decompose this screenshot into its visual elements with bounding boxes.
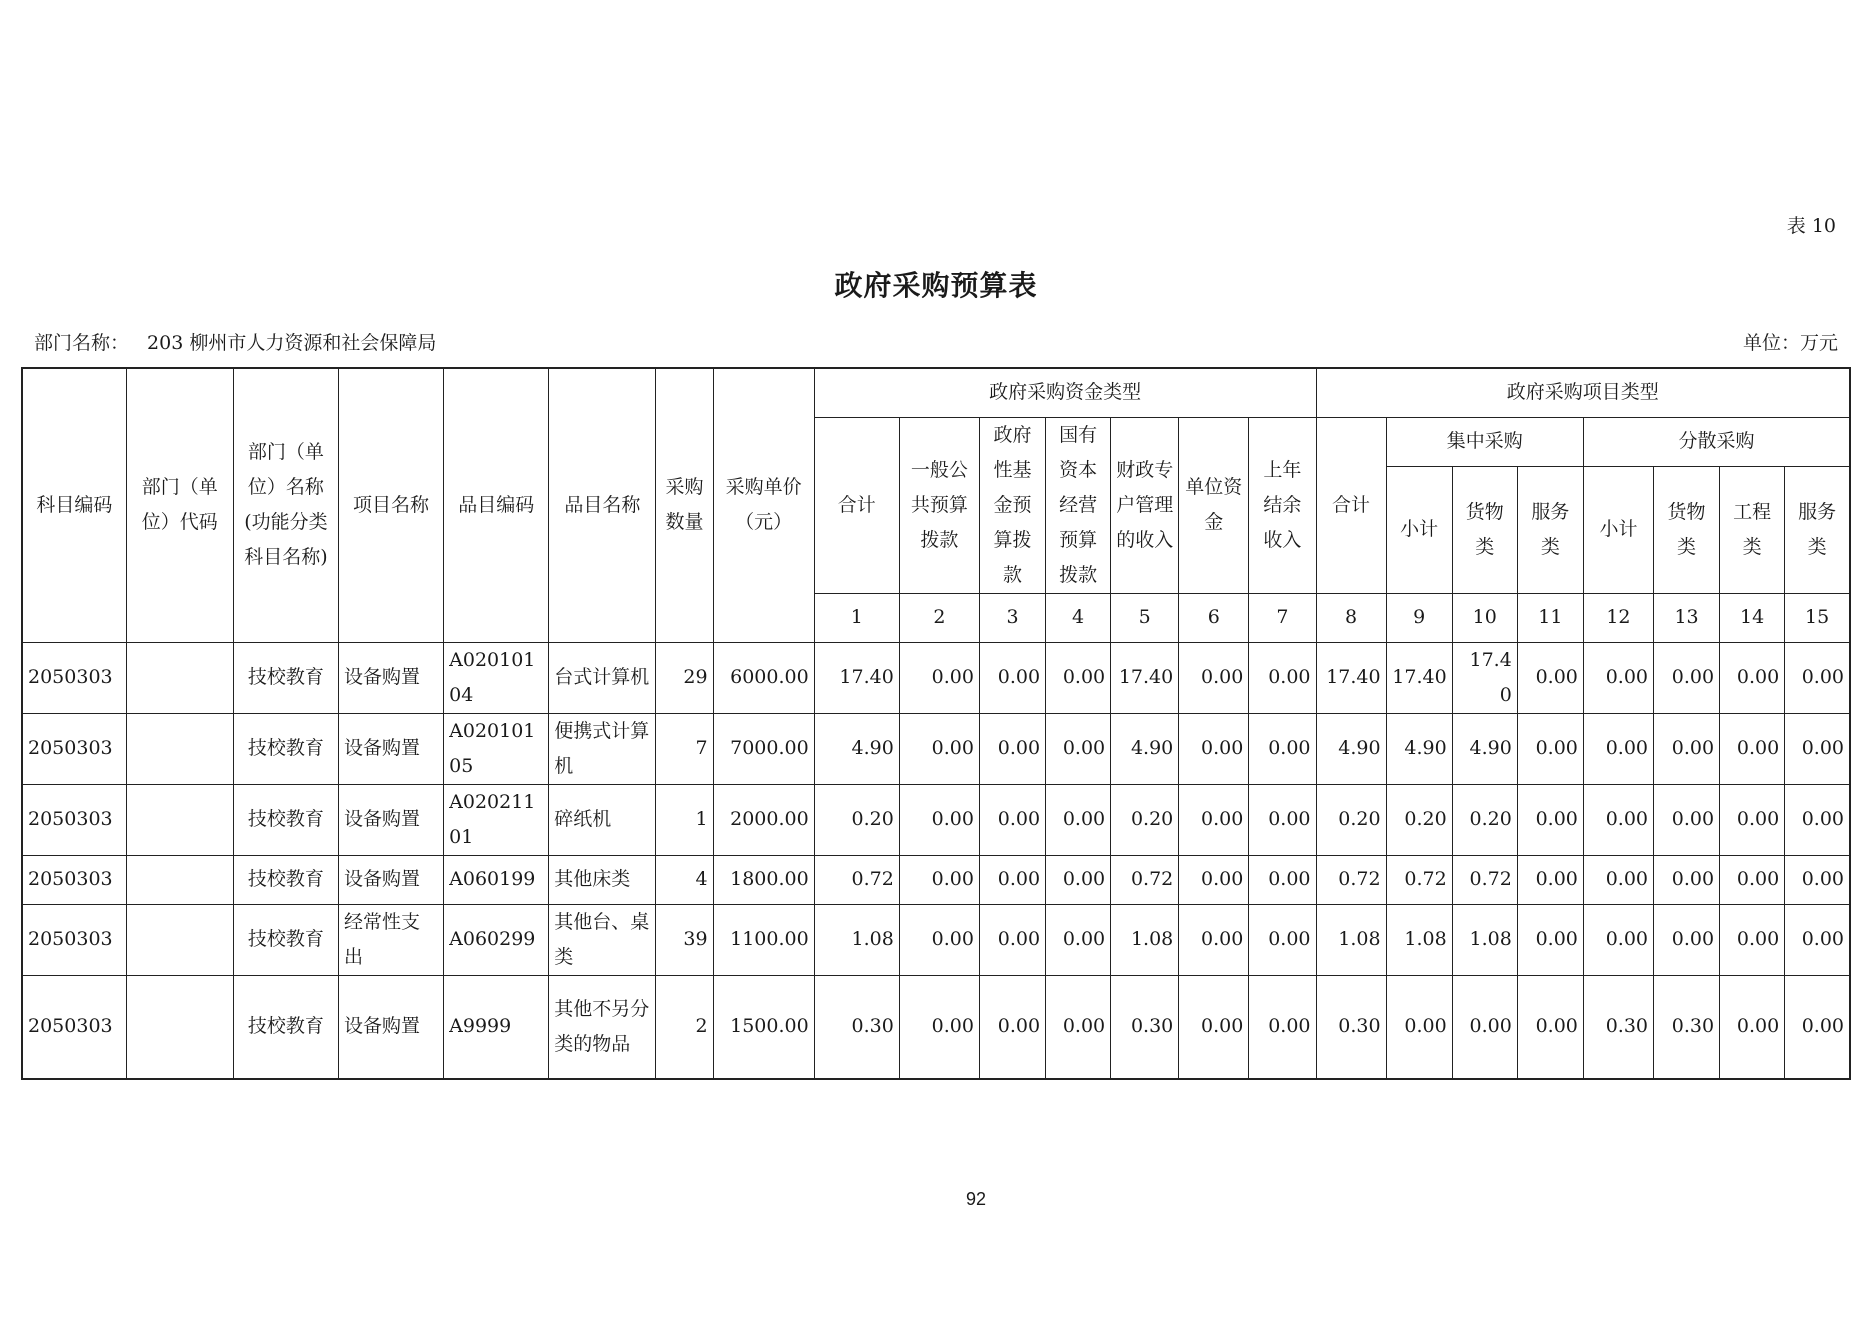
cell-amount: 0.00 bbox=[979, 642, 1045, 713]
cell-amount: 17.40 bbox=[1316, 642, 1386, 713]
cell-amount: 17.40 bbox=[1452, 642, 1517, 713]
cell-dept-code bbox=[126, 855, 233, 904]
cell-amount: 0.00 bbox=[1517, 855, 1583, 904]
cell-amount: 1.08 bbox=[1316, 904, 1386, 975]
cell-amount: 0.00 bbox=[1583, 713, 1653, 784]
cell-amount: 0.00 bbox=[1785, 975, 1850, 1079]
cell-amount: 0.00 bbox=[979, 904, 1045, 975]
cell-amount: 0.00 bbox=[1720, 784, 1785, 855]
cell-dept-code bbox=[126, 975, 233, 1079]
cell-amount: 0.00 bbox=[1046, 642, 1111, 713]
cell-project-name: 经常性支出 bbox=[338, 904, 443, 975]
unit-label: 单位：万元 bbox=[1742, 332, 1838, 354]
cell-subject-code: 2050303 bbox=[22, 904, 126, 975]
header-d-engineering: 工程类 bbox=[1720, 467, 1785, 593]
cell-dept-name: 技校教育 bbox=[233, 642, 338, 713]
procurement-budget-table bbox=[21, 367, 1851, 1080]
header-project-name: 项目名称 bbox=[338, 368, 443, 642]
cell-quantity: 1 bbox=[656, 784, 713, 855]
cell-amount: 0.20 bbox=[1386, 784, 1452, 855]
cell-item-code: A02010104 bbox=[444, 642, 549, 713]
cell-amount: 0.00 bbox=[979, 855, 1045, 904]
cell-item-code: A02010105 bbox=[444, 713, 549, 784]
header-carryover: 上年结余收入 bbox=[1249, 417, 1316, 593]
cell-dept-name: 技校教育 bbox=[233, 904, 338, 975]
cell-amount: 0.00 bbox=[1654, 642, 1720, 713]
cell-amount: 0.00 bbox=[1785, 904, 1850, 975]
column-number: 7 bbox=[1249, 593, 1316, 642]
cell-subject-code: 2050303 bbox=[22, 975, 126, 1079]
cell-dept-code bbox=[126, 784, 233, 855]
cell-item-name: 碎纸机 bbox=[549, 784, 656, 855]
column-number: 9 bbox=[1386, 593, 1452, 642]
header-subject-code: 科目编码 bbox=[22, 368, 126, 642]
cell-amount: 0.72 bbox=[1111, 855, 1179, 904]
cell-amount: 0.00 bbox=[1249, 855, 1316, 904]
cell-amount: 0.30 bbox=[1316, 975, 1386, 1079]
cell-unit-price: 7000.00 bbox=[713, 713, 814, 784]
header-gov-fund: 政府性基金预算拨款 bbox=[979, 417, 1045, 593]
cell-amount: 0.00 bbox=[1785, 642, 1850, 713]
cell-project-name: 设备购置 bbox=[338, 855, 443, 904]
cell-amount: 4.90 bbox=[1452, 713, 1517, 784]
cell-amount: 0.72 bbox=[1452, 855, 1517, 904]
cell-unit-price: 1800.00 bbox=[713, 855, 814, 904]
header-quantity: 采购数量 bbox=[656, 368, 713, 642]
header-d-service: 服务类 bbox=[1785, 467, 1850, 593]
cell-subject-code: 2050303 bbox=[22, 855, 126, 904]
header-special-account: 财政专户管理的收入 bbox=[1111, 417, 1179, 593]
cell-item-code: A02021101 bbox=[444, 784, 549, 855]
cell-item-code: A9999 bbox=[444, 975, 549, 1079]
cell-amount: 1.08 bbox=[1111, 904, 1179, 975]
cell-amount: 0.30 bbox=[814, 975, 899, 1079]
cell-project-name: 设备购置 bbox=[338, 784, 443, 855]
cell-amount: 0.20 bbox=[1452, 784, 1517, 855]
cell-unit-price: 1100.00 bbox=[713, 904, 814, 975]
cell-amount: 17.40 bbox=[1386, 642, 1452, 713]
department-label: 部门名称： bbox=[34, 332, 130, 354]
cell-amount: 0.30 bbox=[1583, 975, 1653, 1079]
cell-amount: 0.00 bbox=[1179, 904, 1249, 975]
table-row bbox=[22, 975, 1850, 1079]
cell-amount: 0.00 bbox=[1249, 713, 1316, 784]
column-number: 12 bbox=[1583, 593, 1653, 642]
column-number: 10 bbox=[1452, 593, 1517, 642]
cell-quantity: 39 bbox=[656, 904, 713, 975]
department-line bbox=[34, 328, 436, 355]
cell-project-name: 设备购置 bbox=[338, 713, 443, 784]
column-number: 3 bbox=[979, 593, 1045, 642]
header-item-name: 品目名称 bbox=[549, 368, 656, 642]
cell-amount: 0.00 bbox=[1720, 904, 1785, 975]
cell-amount: 0.00 bbox=[1720, 855, 1785, 904]
cell-amount: 0.20 bbox=[814, 784, 899, 855]
cell-amount: 0.00 bbox=[1785, 713, 1850, 784]
cell-amount: 0.00 bbox=[1249, 975, 1316, 1079]
cell-amount: 4.90 bbox=[1316, 713, 1386, 784]
cell-amount: 1.08 bbox=[1452, 904, 1517, 975]
cell-unit-price: 2000.00 bbox=[713, 784, 814, 855]
cell-amount: 0.00 bbox=[899, 713, 979, 784]
cell-unit-price: 6000.00 bbox=[713, 642, 814, 713]
table-row bbox=[22, 904, 1850, 975]
header-unit-fund: 单位资金 bbox=[1179, 417, 1249, 593]
cell-amount: 4.90 bbox=[814, 713, 899, 784]
cell-item-name: 台式计算机 bbox=[549, 642, 656, 713]
cell-project-name: 设备购置 bbox=[338, 975, 443, 1079]
cell-item-name: 其他台、桌类 bbox=[549, 904, 656, 975]
cell-amount: 0.00 bbox=[899, 642, 979, 713]
cell-amount: 0.00 bbox=[1179, 855, 1249, 904]
header-dept-code: 部门（单位）代码 bbox=[126, 368, 233, 642]
cell-amount: 0.00 bbox=[1517, 713, 1583, 784]
column-number: 5 bbox=[1111, 593, 1179, 642]
cell-subject-code: 2050303 bbox=[22, 784, 126, 855]
header-state-capital: 国有资本经营预算拨款 bbox=[1046, 417, 1111, 593]
cell-amount: 0.00 bbox=[1583, 855, 1653, 904]
header-d-subtotal: 小计 bbox=[1583, 467, 1653, 593]
cell-amount: 0.72 bbox=[814, 855, 899, 904]
cell-quantity: 29 bbox=[656, 642, 713, 713]
table-row bbox=[22, 784, 1850, 855]
cell-amount: 0.00 bbox=[979, 784, 1045, 855]
cell-amount: 0.00 bbox=[1583, 784, 1653, 855]
cell-dept-code bbox=[126, 904, 233, 975]
cell-amount: 0.00 bbox=[899, 975, 979, 1079]
cell-amount: 0.00 bbox=[1249, 642, 1316, 713]
cell-amount: 0.00 bbox=[1249, 784, 1316, 855]
department-value: 203 柳州市人力资源和社会保障局 bbox=[147, 332, 437, 354]
cell-amount: 0.00 bbox=[1046, 713, 1111, 784]
cell-amount: 4.90 bbox=[1111, 713, 1179, 784]
column-number: 15 bbox=[1785, 593, 1850, 642]
cell-unit-price: 1500.00 bbox=[713, 975, 814, 1079]
column-number: 6 bbox=[1179, 593, 1249, 642]
header-d-goods: 货物类 bbox=[1654, 467, 1720, 593]
cell-quantity: 2 bbox=[656, 975, 713, 1079]
cell-amount: 0.00 bbox=[1179, 784, 1249, 855]
table-body bbox=[22, 642, 1850, 1079]
cell-item-code: A060299 bbox=[444, 904, 549, 975]
cell-item-name: 其他不另分类的物品 bbox=[549, 975, 656, 1079]
cell-dept-name: 技校教育 bbox=[233, 975, 338, 1079]
cell-amount: 0.72 bbox=[1316, 855, 1386, 904]
cell-item-name: 其他床类 bbox=[549, 855, 656, 904]
header-dept-name: 部门（单位）名称(功能分类科目名称) bbox=[233, 368, 338, 642]
header-centralized: 集中采购 bbox=[1386, 417, 1583, 467]
cell-amount: 0.30 bbox=[1654, 975, 1720, 1079]
cell-amount: 0.00 bbox=[1583, 642, 1653, 713]
cell-amount: 0.00 bbox=[1517, 642, 1583, 713]
cell-amount: 0.00 bbox=[1249, 904, 1316, 975]
header-c-goods: 货物类 bbox=[1452, 467, 1517, 593]
cell-quantity: 4 bbox=[656, 855, 713, 904]
page-number: 92 bbox=[965, 1189, 987, 1209]
header-general-budget: 一般公共预算拨款 bbox=[899, 417, 979, 593]
cell-amount: 0.30 bbox=[1111, 975, 1179, 1079]
cell-amount: 0.00 bbox=[1517, 904, 1583, 975]
cell-amount: 0.00 bbox=[1785, 855, 1850, 904]
cell-dept-name: 技校教育 bbox=[233, 713, 338, 784]
header-project-type: 政府采购项目类型 bbox=[1316, 368, 1850, 417]
cell-amount: 0.00 bbox=[1654, 713, 1720, 784]
table-row bbox=[22, 713, 1850, 784]
cell-amount: 0.00 bbox=[1179, 642, 1249, 713]
cell-amount: 0.00 bbox=[1720, 713, 1785, 784]
header-c-subtotal: 小计 bbox=[1386, 467, 1452, 593]
header-item-code: 品目编码 bbox=[444, 368, 549, 642]
cell-quantity: 7 bbox=[656, 713, 713, 784]
cell-dept-name: 技校教育 bbox=[233, 855, 338, 904]
cell-amount: 0.00 bbox=[1654, 904, 1720, 975]
cell-amount: 0.00 bbox=[979, 713, 1045, 784]
header-project-total: 合计 bbox=[1316, 417, 1386, 593]
cell-amount: 0.00 bbox=[1179, 975, 1249, 1079]
table-row bbox=[22, 855, 1850, 904]
cell-amount: 0.00 bbox=[1654, 855, 1720, 904]
cell-dept-code bbox=[126, 642, 233, 713]
cell-amount: 0.72 bbox=[1386, 855, 1452, 904]
cell-amount: 4.90 bbox=[1386, 713, 1452, 784]
cell-dept-code bbox=[126, 713, 233, 784]
table-number: 表 10 bbox=[1786, 215, 1836, 237]
cell-project-name: 设备购置 bbox=[338, 642, 443, 713]
cell-amount: 0.00 bbox=[1179, 713, 1249, 784]
cell-amount: 1.08 bbox=[1386, 904, 1452, 975]
column-number: 11 bbox=[1517, 593, 1583, 642]
cell-amount: 0.00 bbox=[1452, 975, 1517, 1079]
cell-subject-code: 2050303 bbox=[22, 713, 126, 784]
cell-amount: 0.00 bbox=[1720, 642, 1785, 713]
cell-amount: 0.00 bbox=[1517, 975, 1583, 1079]
header-fund-type: 政府采购资金类型 bbox=[814, 368, 1316, 417]
cell-amount: 1.08 bbox=[814, 904, 899, 975]
header-decentralized: 分散采购 bbox=[1583, 417, 1850, 467]
cell-amount: 0.00 bbox=[1654, 784, 1720, 855]
cell-amount: 0.20 bbox=[1111, 784, 1179, 855]
column-number: 2 bbox=[899, 593, 979, 642]
cell-amount: 0.20 bbox=[1316, 784, 1386, 855]
cell-amount: 0.00 bbox=[899, 784, 979, 855]
cell-amount: 0.00 bbox=[1583, 904, 1653, 975]
cell-subject-code: 2050303 bbox=[22, 642, 126, 713]
cell-amount: 0.00 bbox=[1386, 975, 1452, 1079]
cell-amount: 0.00 bbox=[1785, 784, 1850, 855]
cell-dept-name: 技校教育 bbox=[233, 784, 338, 855]
cell-amount: 0.00 bbox=[899, 904, 979, 975]
cell-item-name: 便携式计算机 bbox=[549, 713, 656, 784]
cell-amount: 0.00 bbox=[1720, 975, 1785, 1079]
cell-amount: 0.00 bbox=[1517, 784, 1583, 855]
table-row bbox=[22, 642, 1850, 713]
column-number: 4 bbox=[1046, 593, 1111, 642]
header-c-service: 服务类 bbox=[1517, 467, 1583, 593]
header-unit-price: 采购单价（元） bbox=[713, 368, 814, 642]
column-number: 8 bbox=[1316, 593, 1386, 642]
column-number: 13 bbox=[1654, 593, 1720, 642]
header-fund-total: 合计 bbox=[814, 417, 899, 593]
cell-amount: 0.00 bbox=[1046, 784, 1111, 855]
cell-amount: 0.00 bbox=[1046, 904, 1111, 975]
cell-amount: 0.00 bbox=[899, 855, 979, 904]
column-number: 1 bbox=[814, 593, 899, 642]
cell-item-code: A060199 bbox=[444, 855, 549, 904]
cell-amount: 0.00 bbox=[979, 975, 1045, 1079]
page-title: 政府采购预算表 bbox=[834, 269, 1038, 302]
column-number: 14 bbox=[1720, 593, 1785, 642]
cell-amount: 0.00 bbox=[1046, 975, 1111, 1079]
cell-amount: 17.40 bbox=[1111, 642, 1179, 713]
cell-amount: 0.00 bbox=[1046, 855, 1111, 904]
cell-amount: 17.40 bbox=[814, 642, 899, 713]
